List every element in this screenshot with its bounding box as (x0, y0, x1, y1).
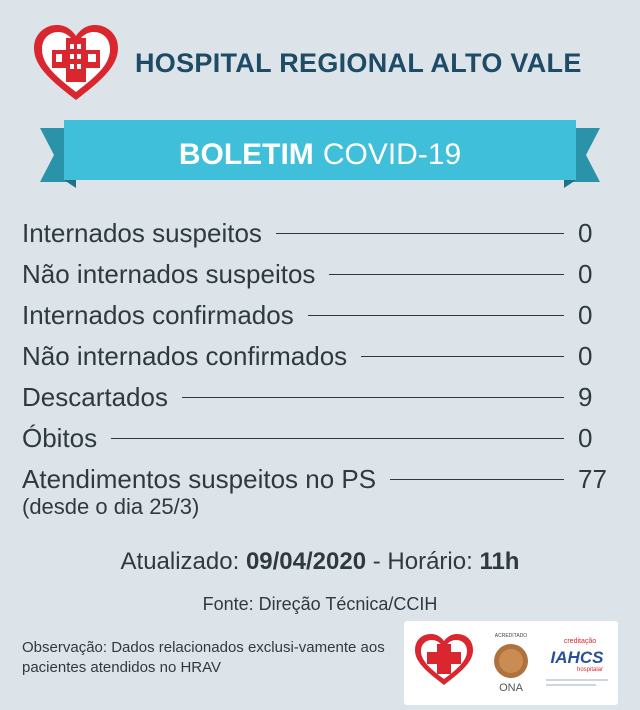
iahcs-top-label: creditação (563, 638, 597, 645)
observation-note: Observação: Dados relacionados exclusi-vamente aos pacientes atendidos no HRAV (22, 639, 385, 676)
stat-value: 9 (578, 382, 593, 412)
hospital-logo-icon (30, 22, 122, 104)
leader-line (390, 479, 564, 480)
stat-label: Internados suspeitos (22, 218, 262, 248)
ona-badge-icon (488, 627, 534, 699)
stat-row (22, 418, 612, 459)
banner-title-bold: BOLETIM (178, 138, 314, 171)
stats-list (22, 213, 612, 520)
stat-value: 0 (578, 423, 593, 453)
source-line: Fonte: Direção Técnica/CCIH (202, 594, 438, 614)
stat-row (22, 295, 612, 336)
stat-value: 0 (578, 341, 593, 371)
stat-value: 0 (578, 300, 593, 330)
stat-row (22, 254, 612, 295)
banner-title (40, 120, 600, 190)
stat-note: (desde o dia 25/3) (22, 494, 200, 519)
stat-label: Internados confirmados (22, 300, 294, 330)
ona-name: ONA (499, 682, 523, 694)
stat-label: Atendimentos suspeitos no PS (22, 464, 377, 494)
stat-label: Óbitos (22, 423, 98, 453)
leader-line (308, 315, 564, 316)
stat-row (22, 377, 612, 418)
leader-line (361, 356, 564, 357)
iahcs-name: IAHCS (550, 648, 604, 667)
update-line (0, 548, 640, 576)
stat-row (22, 213, 612, 254)
ona-top-label: ACREDITADO (494, 633, 528, 639)
stat-row (22, 336, 612, 377)
hospital-name: HOSPITAL REGIONAL ALTO VALE (135, 48, 582, 78)
leader-line (276, 233, 564, 234)
iahcs-sub: hospitalar (576, 667, 604, 673)
iahcs-badge-icon (540, 631, 614, 695)
stat-label: Descartados (22, 382, 168, 412)
update-prefix: Atualizado: (120, 548, 240, 575)
update-time: 11h (479, 548, 520, 575)
leader-line (329, 274, 564, 275)
leader-line (111, 438, 564, 439)
update-date: 09/04/2020 (245, 548, 367, 575)
stat-value: 0 (578, 218, 593, 248)
stat-label: Não internados suspeitos (22, 259, 316, 289)
leader-line (182, 397, 564, 398)
banner-title-rest: COVID-19 (322, 138, 462, 171)
stat-value: 0 (578, 259, 593, 289)
stat-label: Não internados confirmados (22, 341, 348, 371)
header (0, 0, 640, 110)
accreditation-badges (404, 621, 618, 705)
update-time-prefix: - Horário: (372, 548, 473, 575)
stat-value: 77 (578, 464, 607, 494)
hospital-logo-small-icon (412, 631, 476, 691)
